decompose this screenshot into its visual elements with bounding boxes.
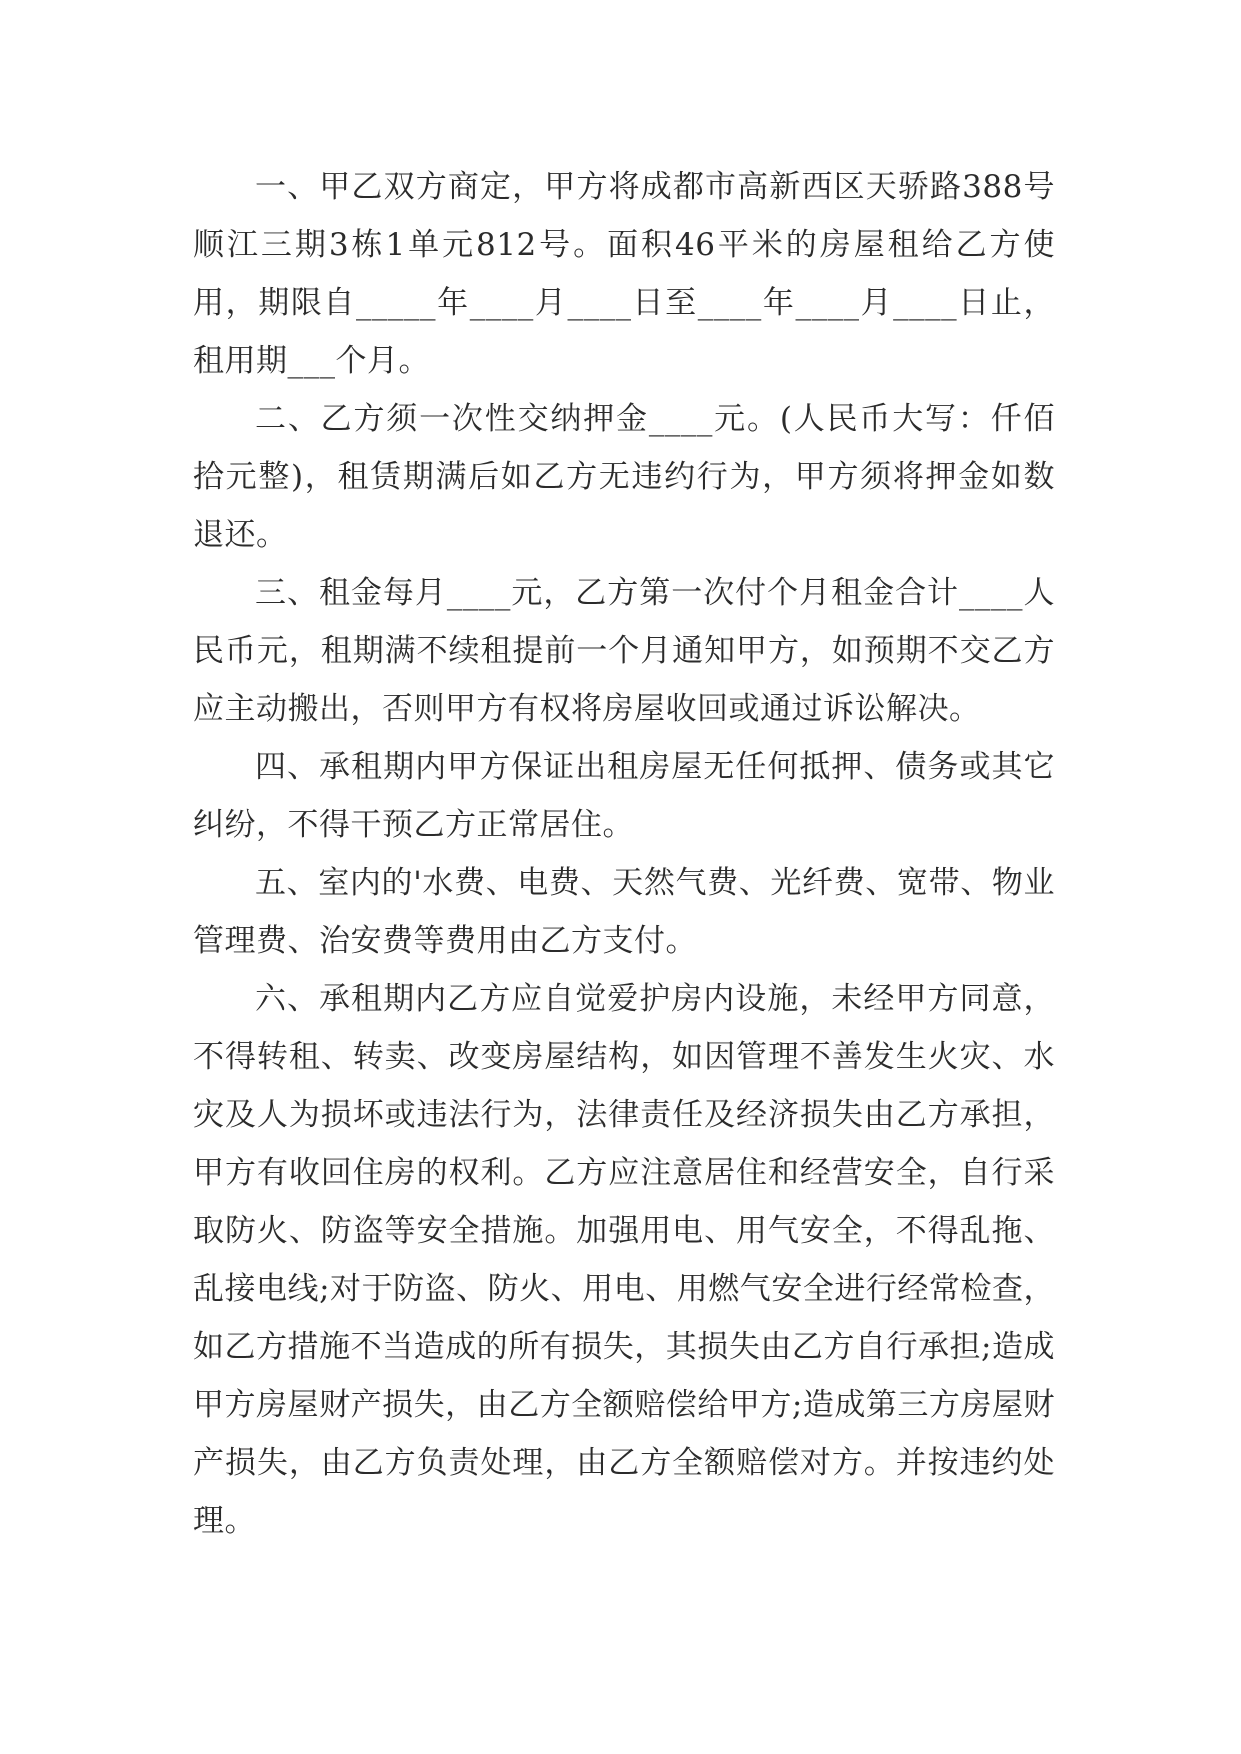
clause-paragraph-2: 二、乙方须一次性交纳押金____元。(人民币大写：仟佰拾元整)，租赁期满后如乙方无违约行为，甲方须将押金如数退还。 (193, 401, 1055, 553)
clause-paragraph-3: 三、租金每月____元，乙方第一次付个月租金合计____人民币元，租期满不续租提前一个月通知甲方，如预期不交乙方应主动搬出，否则甲方有权将房屋收回或通过诉讼解决。 (193, 575, 1055, 727)
clause-paragraph-1: 一、甲乙双方商定，甲方将成都市高新西区天骄路388号顺江三期3栋1单元812号。面积46平米的房屋租给乙方使用，期限自_____年____月____日至____年____月____日止，租用期___个月。 (193, 169, 1055, 379)
document-body (193, 158, 1055, 1550)
clause-paragraph-5: 五、室内的'水费、电费、天然气费、光纤费、宽带、物业管理费、治安费等费用由乙方支付。 (193, 865, 1055, 959)
clause-paragraph-6: 六、承租期内乙方应自觉爱护房内设施，未经甲方同意，不得转租、转卖、改变房屋结构，如因管理不善发生火灾、水灾及人为损坏或违法行为，法律责任及经济损失由乙方承担，甲方有收回住房的权利。乙方应注意居住和经营安全，自行采取防火、防盗等安全措施。加强用电、用气安全，不得乱拖、乱接电线;对于防盗、防火、用电、用燃气安全进行经常检查，如乙方措施不当造成的所有损失，其损失由乙方自行承担;造成甲方房屋财产损失，由乙方全额赔偿给甲方;造成第三方房屋财产损失，由乙方负责处理，由乙方全额赔偿对方。并按违约处理。 (193, 981, 1055, 1539)
clause-paragraph-4: 四、承租期内甲方保证出租房屋无任何抵押、债务或其它纠纷，不得干预乙方正常居住。 (193, 749, 1055, 843)
